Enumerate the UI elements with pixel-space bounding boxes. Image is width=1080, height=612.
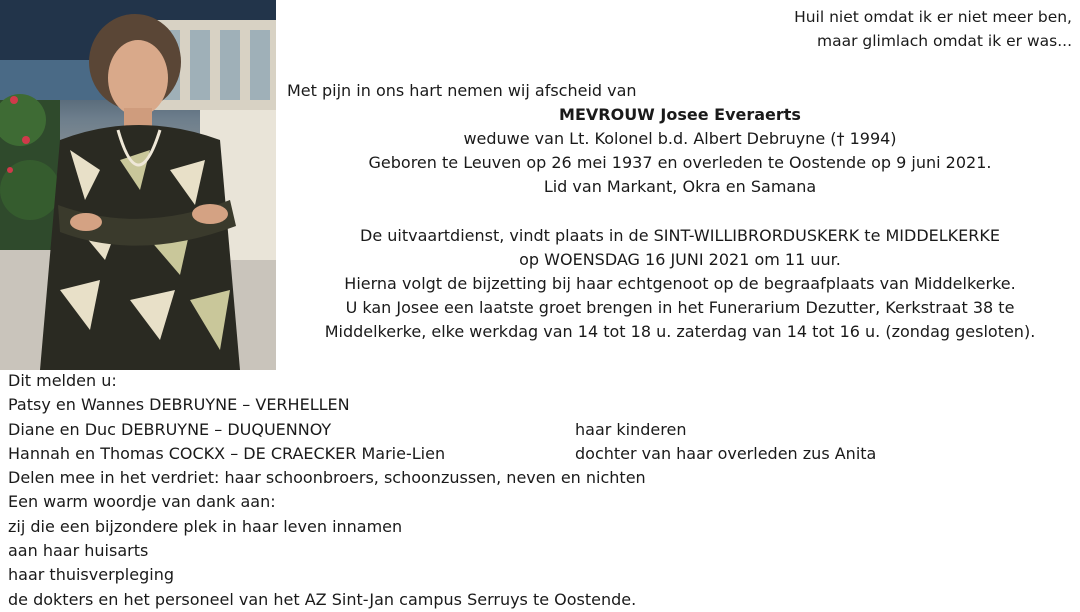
notice-heading: Dit melden u: [8,371,117,390]
family-names: Diane en Duc DEBRUYNE – DUQUENNOY [8,419,332,439]
thanks-heading: Een warm woordje van dank aan: [8,492,276,512]
announcement-block [282,103,1078,344]
thanks-item: zij die een bijzondere plek in haar leven innamen [8,516,403,536]
service-line-3: Hierna volgt de bijzetting bij haar echtgenoot op de begraafplaats van Middelkerke. [344,274,1016,293]
family-row [8,418,1068,442]
quote-line-2: maar glimlach omdat ik er was... [816,32,1072,50]
membership-line: Lid van Markant, Okra en Samana [543,177,817,196]
thanks-item: aan haar huisarts [8,541,149,561]
quote [652,5,1072,53]
service-line-1: De uitvaartdienst, vindt plaats in de SINT-WILLIBRORDUSKERK te MIDDELKERKE [360,226,1000,245]
sorrow-line: Delen mee in het verdriet: haar schoonbroers, schoonzussen, neven en nichten [8,468,646,488]
service-line-5: Middelkerke, elke werkdag van 14 tot 18 u. zaterdag van 14 tot 16 u. (zondag gesloten). [324,322,1036,341]
family-row [8,442,1068,466]
intro-text: Met pijn in ons hart nemen wij afscheid van [287,81,637,100]
family-relation: haar kinderen [575,419,687,439]
service-line-2: op WOENSDAG 16 JUNI 2021 om 11 uur. [519,250,841,269]
thanks-item: haar thuisverpleging [8,565,174,585]
portrait-photo [0,0,276,370]
family-relation: dochter van haar overleden zus Anita [575,443,877,463]
family-row [8,393,1068,417]
family-names: Patsy en Wannes DEBRUYNE – VERHELLEN [8,395,350,415]
deceased-name: MEVROUW Josee Everaerts [559,105,801,124]
notice-block [8,369,1068,612]
service-line-4: U kan Josee een laatste groet brengen in het Funerarium Dezutter, Kerkstraat 38 te [345,298,1015,317]
family-names: Hannah en Thomas COCKX – DE CRAECKER Marie-Lien [8,443,446,463]
thanks-item: de dokters en het personeel van het AZ Sint-Jan campus Serruys te Oostende. [8,589,637,609]
portrait-icon [0,0,276,370]
widow-line: weduwe van Lt. Kolonel b.d. Albert Debruyne († 1994) [463,129,897,148]
quote-line-1: Huil niet omdat ik er niet meer ben, [794,8,1072,26]
birth-death-line: Geboren te Leuven op 26 mei 1937 en overleden te Oostende op 9 juni 2021. [368,153,992,172]
